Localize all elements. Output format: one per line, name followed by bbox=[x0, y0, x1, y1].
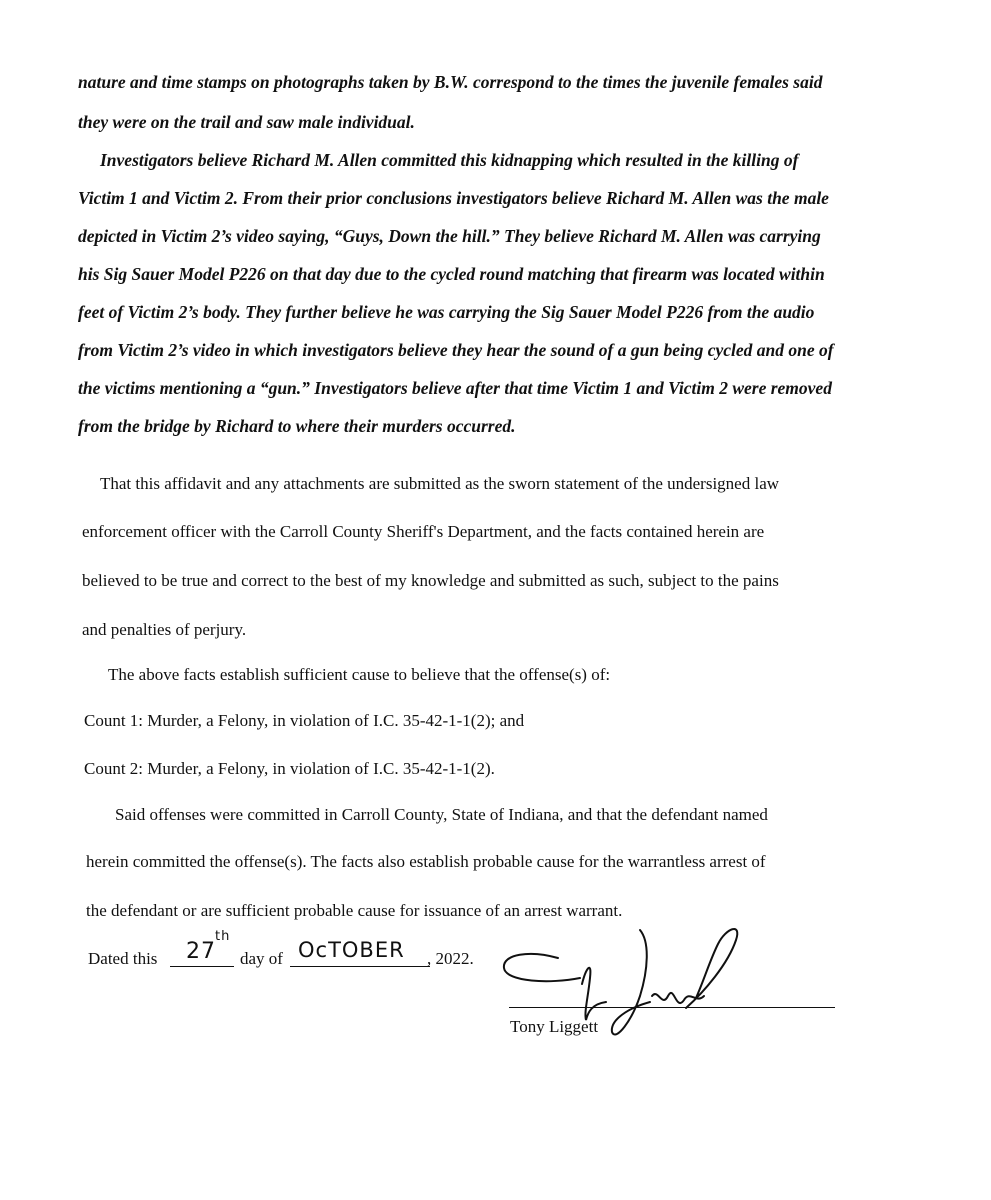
offense-line-2: herein committed the offense(s). The facts also establish probable cause for the warrantless arrest of bbox=[86, 852, 766, 871]
narrative-line-7: feet of Victim 2’s body. They further believe he was carrying the Sig Sauer Model P226 from the audio bbox=[78, 302, 815, 322]
count-1: Count 1: Murder, a Felony, in violation of I.C. 35-42-1-1(2); and bbox=[84, 711, 525, 730]
narrative-line-8: from Victim 2’s video in which investigators believe they hear the sound of a gun being cycled and one of bbox=[78, 340, 834, 360]
handwritten-month: OcTOBER bbox=[298, 938, 405, 962]
dated-middle: day of bbox=[240, 949, 283, 968]
narrative-line-2: they were on the trail and saw male individual. bbox=[78, 112, 415, 132]
signature-loop-stroke bbox=[504, 954, 580, 981]
offense-line-3: the defendant or are sufficient probable cause for issuance of an arrest warrant. bbox=[86, 901, 623, 920]
cause-intro: The above facts establish sufficient cause to believe that the offense(s) of: bbox=[108, 665, 611, 684]
signer-name: Tony Liggett bbox=[510, 1017, 599, 1036]
narrative-line-5: depicted in Victim 2’s video saying, “Guys, Down the hill.” They believe Richard M. Allen was carrying bbox=[78, 226, 821, 246]
narrative-line-10: from the bridge by Richard to where their murders occurred. bbox=[78, 416, 516, 436]
affidavit-line-1: That this affidavit and any attachments are submitted as the sworn statement of the undersigned law bbox=[100, 474, 780, 493]
affidavit-line-4: and penalties of perjury. bbox=[82, 620, 247, 639]
count-2: Count 2: Murder, a Felony, in violation of I.C. 35-42-1-1(2). bbox=[84, 759, 495, 778]
affidavit-line-3: believed to be true and correct to the best of my knowledge and submitted as such, subject to the pains bbox=[82, 571, 779, 590]
dated-prefix: Dated this bbox=[88, 949, 158, 968]
signature-tall-stroke bbox=[612, 930, 650, 1034]
handwritten-signature bbox=[490, 920, 790, 1050]
narrative-line-6: his Sig Sauer Model P226 on that day due to the cycled round matching that firearm was located within bbox=[78, 264, 825, 284]
signature-capital-stroke bbox=[582, 968, 606, 1020]
narrative-line-3: Investigators believe Richard M. Allen committed this kidnapping which resulted in the killing of bbox=[100, 150, 799, 170]
signature-flourish-stroke bbox=[686, 929, 737, 1008]
narrative-line-4: Victim 1 and Victim 2. From their prior conclusions investigators believe Richard M. Allen was the male bbox=[78, 188, 829, 208]
day-blank-line bbox=[170, 966, 234, 967]
offense-line-1: Said offenses were committed in Carroll County, State of Indiana, and that the defendant named bbox=[115, 805, 768, 824]
affidavit-line-2: enforcement officer with the Carroll County Sheriff's Department, and the facts contained herein are bbox=[82, 522, 765, 541]
dated-year: , 2022. bbox=[427, 949, 474, 968]
handwritten-day: 27 bbox=[186, 939, 216, 964]
narrative-line-9: the victims mentioning a “gun.” Investigators believe after that time Victim 1 and Victim 2 were removed bbox=[78, 378, 832, 398]
narrative-line-1: nature and time stamps on photographs taken by B.W. correspond to the times the juvenile females said bbox=[78, 72, 823, 92]
handwritten-day-suffix: th bbox=[215, 929, 231, 944]
month-blank-line bbox=[290, 966, 430, 967]
